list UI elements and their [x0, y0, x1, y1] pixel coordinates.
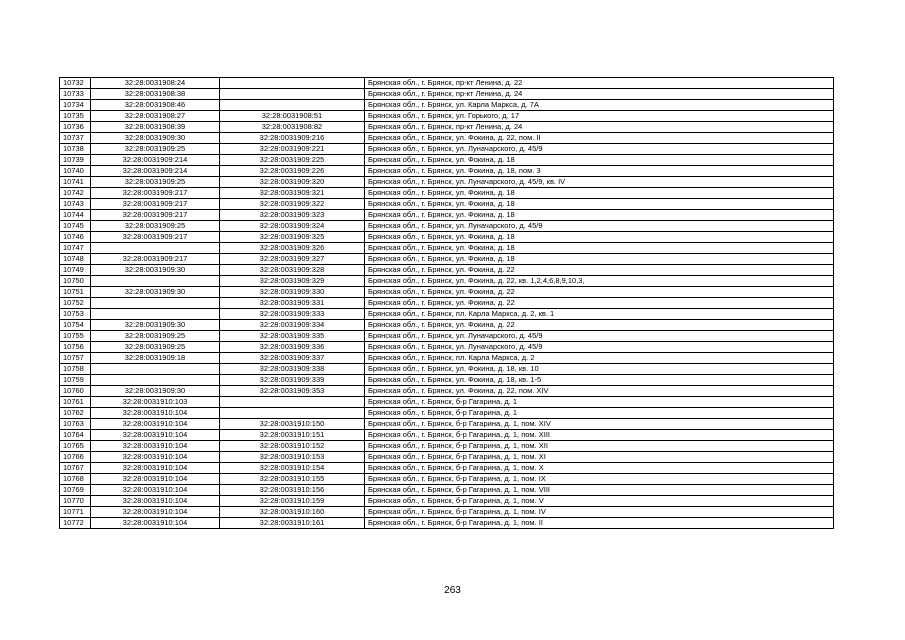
row-number-cell: 10732	[60, 78, 91, 89]
cadastral-number-cell: 32:28:0031909:328	[220, 265, 365, 276]
parent-cadastral-cell: 32:28:0031908:38	[91, 89, 220, 100]
row-number-cell: 10747	[60, 243, 91, 254]
table-row	[60, 210, 834, 221]
address-cell: Брянская обл., г. Брянск, пл. Карла Маркса, д. 2, кв. 1	[365, 309, 834, 320]
address-cell: Брянская обл., г. Брянск, ул. Фокина, д. 22, кв. 1,2,4,6,8,9,10,3,	[365, 276, 834, 287]
table-row	[60, 243, 834, 254]
cadastral-number-cell: 32:28:0031909:326	[220, 243, 365, 254]
parent-cadastral-cell: 32:28:0031909:25	[91, 177, 220, 188]
table-row	[60, 287, 834, 298]
cadastral-number-cell: 32:28:0031909:331	[220, 298, 365, 309]
parent-cadastral-cell: 32:28:0031909:25	[91, 144, 220, 155]
row-number-cell: 10745	[60, 221, 91, 232]
address-cell: Брянская обл., г. Брянск, ул. Луначарского, д. 45/9, кв. IV	[365, 177, 834, 188]
table-row	[60, 364, 834, 375]
cadastral-number-cell: 32:28:0031909:325	[220, 232, 365, 243]
parent-cadastral-cell: 32:28:0031909:217	[91, 210, 220, 221]
row-number-cell: 10755	[60, 331, 91, 342]
table-row	[60, 408, 834, 419]
parent-cadastral-cell	[91, 243, 220, 254]
cadastral-number-cell	[220, 100, 365, 111]
cadastral-number-cell: 32:28:0031909:225	[220, 155, 365, 166]
cadastral-number-cell: 32:28:0031909:329	[220, 276, 365, 287]
row-number-cell: 10764	[60, 430, 91, 441]
row-number-cell: 10753	[60, 309, 91, 320]
address-cell: Брянская обл., г. Брянск, ул. Луначарского, д. 45/9	[365, 331, 834, 342]
cadastral-number-cell: 32:28:0031910:150	[220, 419, 365, 430]
cadastral-number-cell: 32:28:0031909:216	[220, 133, 365, 144]
row-number-cell: 10766	[60, 452, 91, 463]
cadastral-number-cell: 32:28:0031910:159	[220, 496, 365, 507]
row-number-cell: 10751	[60, 287, 91, 298]
address-cell: Брянская обл., г. Брянск, б-р Гагарина, д. 1, пом. V	[365, 496, 834, 507]
row-number-cell: 10750	[60, 276, 91, 287]
row-number-cell: 10763	[60, 419, 91, 430]
cadastral-number-cell: 32:28:0031909:333	[220, 309, 365, 320]
table-row	[60, 309, 834, 320]
row-number-cell: 10739	[60, 155, 91, 166]
parent-cadastral-cell	[91, 309, 220, 320]
parent-cadastral-cell: 32:28:0031909:30	[91, 265, 220, 276]
table-row	[60, 177, 834, 188]
address-cell: Брянская обл., г. Брянск, ул. Фокина, д. 22	[365, 298, 834, 309]
table-row	[60, 166, 834, 177]
table-row	[60, 507, 834, 518]
address-cell: Брянская обл., г. Брянск, б-р Гагарина, д. 1, пом. X	[365, 463, 834, 474]
address-cell: Брянская обл., г. Брянск, б-р Гагарина, д. 1	[365, 408, 834, 419]
cadastral-number-cell: 32:28:0031910:151	[220, 430, 365, 441]
row-number-cell: 10738	[60, 144, 91, 155]
row-number-cell: 10770	[60, 496, 91, 507]
cadastral-number-cell: 32:28:0031910:160	[220, 507, 365, 518]
registry-table-body	[60, 78, 834, 529]
parent-cadastral-cell: 32:28:0031909:214	[91, 155, 220, 166]
address-cell: Брянская обл., г. Брянск, ул. Фокина, д. 18	[365, 232, 834, 243]
cadastral-number-cell: 32:28:0031910:154	[220, 463, 365, 474]
address-cell: Брянская обл., г. Брянск, пр-кт Ленина, д. 24	[365, 122, 834, 133]
parent-cadastral-cell: 32:28:0031909:25	[91, 221, 220, 232]
address-cell: Брянская обл., г. Брянск, ул. Фокина, д. 18	[365, 254, 834, 265]
table-row	[60, 474, 834, 485]
parent-cadastral-cell	[91, 276, 220, 287]
parent-cadastral-cell: 32:28:0031909:30	[91, 386, 220, 397]
table-row	[60, 78, 834, 89]
parent-cadastral-cell: 32:28:0031909:30	[91, 320, 220, 331]
table-row	[60, 331, 834, 342]
cadastral-number-cell: 32:28:0031909:334	[220, 320, 365, 331]
table-row	[60, 441, 834, 452]
row-number-cell: 10748	[60, 254, 91, 265]
parent-cadastral-cell: 32:28:0031910:104	[91, 474, 220, 485]
parent-cadastral-cell: 32:28:0031909:217	[91, 232, 220, 243]
table-row	[60, 188, 834, 199]
row-number-cell: 10756	[60, 342, 91, 353]
parent-cadastral-cell: 32:28:0031910:104	[91, 518, 220, 529]
parent-cadastral-cell: 32:28:0031909:214	[91, 166, 220, 177]
cadastral-number-cell: 32:28:0031909:320	[220, 177, 365, 188]
table-row	[60, 199, 834, 210]
table-row	[60, 375, 834, 386]
table-row	[60, 496, 834, 507]
table-row	[60, 111, 834, 122]
row-number-cell: 10759	[60, 375, 91, 386]
cadastral-number-cell	[220, 78, 365, 89]
cadastral-number-cell: 32:28:0031910:152	[220, 441, 365, 452]
table-row	[60, 320, 834, 331]
page-number: 263	[444, 585, 461, 596]
row-number-cell: 10740	[60, 166, 91, 177]
parent-cadastral-cell: 32:28:0031910:104	[91, 507, 220, 518]
address-cell: Брянская обл., г. Брянск, ул. Фокина, д. 22	[365, 320, 834, 331]
address-cell: Брянская обл., г. Брянск, б-р Гагарина, д. 1, пом. IV	[365, 507, 834, 518]
parent-cadastral-cell: 32:28:0031910:104	[91, 441, 220, 452]
row-number-cell: 10765	[60, 441, 91, 452]
parent-cadastral-cell: 32:28:0031909:25	[91, 342, 220, 353]
row-number-cell: 10769	[60, 485, 91, 496]
address-cell: Брянская обл., г. Брянск, б-р Гагарина, д. 1	[365, 397, 834, 408]
address-cell: Брянская обл., г. Брянск, ул. Фокина, д. 18	[365, 210, 834, 221]
address-cell: Брянская обл., г. Брянск, ул. Фокина, д. 18, кв. 1-5	[365, 375, 834, 386]
address-cell: Брянская обл., г. Брянск, ул. Фокина, д. 22, пом. XIV	[365, 386, 834, 397]
parent-cadastral-cell: 32:28:0031910:104	[91, 452, 220, 463]
cadastral-number-cell: 32:28:0031909:330	[220, 287, 365, 298]
cadastral-number-cell: 32:28:0031909:323	[220, 210, 365, 221]
address-cell: Брянская обл., г. Брянск, ул. Фокина, д. 18	[365, 199, 834, 210]
cadastral-number-cell: 32:28:0031910:156	[220, 485, 365, 496]
parent-cadastral-cell: 32:28:0031909:217	[91, 199, 220, 210]
registry-table	[59, 77, 834, 529]
row-number-cell: 10736	[60, 122, 91, 133]
parent-cadastral-cell: 32:28:0031909:25	[91, 331, 220, 342]
cadastral-number-cell: 32:28:0031909:322	[220, 199, 365, 210]
parent-cadastral-cell: 32:28:0031908:46	[91, 100, 220, 111]
parent-cadastral-cell: 32:28:0031910:104	[91, 408, 220, 419]
row-number-cell: 10767	[60, 463, 91, 474]
table-row	[60, 254, 834, 265]
address-cell: Брянская обл., г. Брянск, ул. Фокина, д. 22, пом. II	[365, 133, 834, 144]
address-cell: Брянская обл., г. Брянск, ул. Фокина, д. 18	[365, 243, 834, 254]
table-row	[60, 100, 834, 111]
cadastral-number-cell: 32:28:0031909:336	[220, 342, 365, 353]
address-cell: Брянская обл., г. Брянск, ул. Фокина, д. 18, пом. 3	[365, 166, 834, 177]
address-cell: Брянская обл., г. Брянск, пл. Карла Маркса, д. 2	[365, 353, 834, 364]
row-number-cell: 10757	[60, 353, 91, 364]
address-cell: Брянская обл., г. Брянск, б-р Гагарина, д. 1, пом. XIII	[365, 430, 834, 441]
cadastral-number-cell: 32:28:0031909:221	[220, 144, 365, 155]
cadastral-number-cell: 32:28:0031910:153	[220, 452, 365, 463]
cadastral-number-cell: 32:28:0031909:226	[220, 166, 365, 177]
cadastral-number-cell: 32:28:0031909:337	[220, 353, 365, 364]
row-number-cell: 10733	[60, 89, 91, 100]
parent-cadastral-cell: 32:28:0031909:30	[91, 287, 220, 298]
parent-cadastral-cell: 32:28:0031909:217	[91, 188, 220, 199]
parent-cadastral-cell: 32:28:0031909:30	[91, 133, 220, 144]
table-row	[60, 419, 834, 430]
row-number-cell: 10735	[60, 111, 91, 122]
table-row	[60, 386, 834, 397]
table-row	[60, 276, 834, 287]
parent-cadastral-cell: 32:28:0031910:104	[91, 419, 220, 430]
address-cell: Брянская обл., г. Брянск, ул. Фокина, д. 18	[365, 155, 834, 166]
table-row	[60, 133, 834, 144]
parent-cadastral-cell: 32:28:0031910:104	[91, 496, 220, 507]
address-cell: Брянская обл., г. Брянск, ул. Фокина, д. 22	[365, 287, 834, 298]
cadastral-number-cell: 32:28:0031908:51	[220, 111, 365, 122]
row-number-cell: 10772	[60, 518, 91, 529]
cadastral-number-cell	[220, 397, 365, 408]
table-row	[60, 265, 834, 276]
parent-cadastral-cell	[91, 298, 220, 309]
row-number-cell: 10749	[60, 265, 91, 276]
parent-cadastral-cell: 32:28:0031910:103	[91, 397, 220, 408]
row-number-cell: 10741	[60, 177, 91, 188]
parent-cadastral-cell: 32:28:0031910:104	[91, 485, 220, 496]
parent-cadastral-cell	[91, 364, 220, 375]
cadastral-number-cell	[220, 408, 365, 419]
row-number-cell: 10746	[60, 232, 91, 243]
address-cell: Брянская обл., г. Брянск, пр-кт Ленина, д. 22	[365, 78, 834, 89]
cadastral-number-cell: 32:28:0031910:155	[220, 474, 365, 485]
address-cell: Брянская обл., г. Брянск, б-р Гагарина, д. 1, пом. II	[365, 518, 834, 529]
parent-cadastral-cell: 32:28:0031908:27	[91, 111, 220, 122]
row-number-cell: 10742	[60, 188, 91, 199]
cadastral-number-cell: 32:28:0031909:324	[220, 221, 365, 232]
row-number-cell: 10752	[60, 298, 91, 309]
parent-cadastral-cell: 32:28:0031909:18	[91, 353, 220, 364]
parent-cadastral-cell: 32:28:0031908:24	[91, 78, 220, 89]
address-cell: Брянская обл., г. Брянск, б-р Гагарина, д. 1, пом. IX	[365, 474, 834, 485]
table-row	[60, 397, 834, 408]
address-cell: Брянская обл., г. Брянск, ул. Луначарского, д. 45/9	[365, 342, 834, 353]
table-row	[60, 518, 834, 529]
parent-cadastral-cell: 32:28:0031908:39	[91, 122, 220, 133]
cadastral-number-cell: 32:28:0031909:321	[220, 188, 365, 199]
table-row	[60, 342, 834, 353]
parent-cadastral-cell: 32:28:0031910:104	[91, 463, 220, 474]
table-row	[60, 353, 834, 364]
cadastral-number-cell: 32:28:0031908:82	[220, 122, 365, 133]
address-cell: Брянская обл., г. Брянск, ул. Карла Маркса, д. 7А	[365, 100, 834, 111]
cadastral-number-cell: 32:28:0031909:338	[220, 364, 365, 375]
table-row	[60, 155, 834, 166]
row-number-cell: 10734	[60, 100, 91, 111]
row-number-cell: 10754	[60, 320, 91, 331]
address-cell: Брянская обл., г. Брянск, ул. Луначарского, д. 45/9	[365, 144, 834, 155]
table-row	[60, 298, 834, 309]
cadastral-number-cell: 32:28:0031909:339	[220, 375, 365, 386]
row-number-cell: 10744	[60, 210, 91, 221]
parent-cadastral-cell: 32:28:0031909:217	[91, 254, 220, 265]
table-row	[60, 452, 834, 463]
address-cell: Брянская обл., г. Брянск, б-р Гагарина, д. 1, пом. XII	[365, 441, 834, 452]
row-number-cell: 10761	[60, 397, 91, 408]
table-row	[60, 463, 834, 474]
address-cell: Брянская обл., г. Брянск, ул. Фокина, д. 18, кв. 10	[365, 364, 834, 375]
row-number-cell: 10768	[60, 474, 91, 485]
cadastral-number-cell	[220, 89, 365, 100]
row-number-cell: 10760	[60, 386, 91, 397]
parent-cadastral-cell: 32:28:0031910:104	[91, 430, 220, 441]
cadastral-number-cell: 32:28:0031909:353	[220, 386, 365, 397]
row-number-cell: 10737	[60, 133, 91, 144]
table-row	[60, 232, 834, 243]
address-cell: Брянская обл., г. Брянск, ул. Горького, д. 17	[365, 111, 834, 122]
address-cell: Брянская обл., г. Брянск, ул. Фокина, д. 22	[365, 265, 834, 276]
table-row	[60, 122, 834, 133]
parent-cadastral-cell	[91, 375, 220, 386]
row-number-cell: 10771	[60, 507, 91, 518]
table-row	[60, 485, 834, 496]
row-number-cell: 10762	[60, 408, 91, 419]
address-cell: Брянская обл., г. Брянск, пр-кт Ленина, д. 24	[365, 89, 834, 100]
row-number-cell: 10743	[60, 199, 91, 210]
address-cell: Брянская обл., г. Брянск, б-р Гагарина, д. 1, пом. VIII	[365, 485, 834, 496]
cadastral-number-cell: 32:28:0031909:335	[220, 331, 365, 342]
address-cell: Брянская обл., г. Брянск, ул. Фокина, д. 18	[365, 188, 834, 199]
table-row	[60, 430, 834, 441]
table-row	[60, 221, 834, 232]
cadastral-number-cell: 32:28:0031910:161	[220, 518, 365, 529]
table-row	[60, 144, 834, 155]
address-cell: Брянская обл., г. Брянск, б-р Гагарина, д. 1, пом. XI	[365, 452, 834, 463]
cadastral-number-cell: 32:28:0031909:327	[220, 254, 365, 265]
row-number-cell: 10758	[60, 364, 91, 375]
table-row	[60, 89, 834, 100]
address-cell: Брянская обл., г. Брянск, ул. Луначарского, д. 45/9	[365, 221, 834, 232]
address-cell: Брянская обл., г. Брянск, б-р Гагарина, д. 1, пом. XIV	[365, 419, 834, 430]
